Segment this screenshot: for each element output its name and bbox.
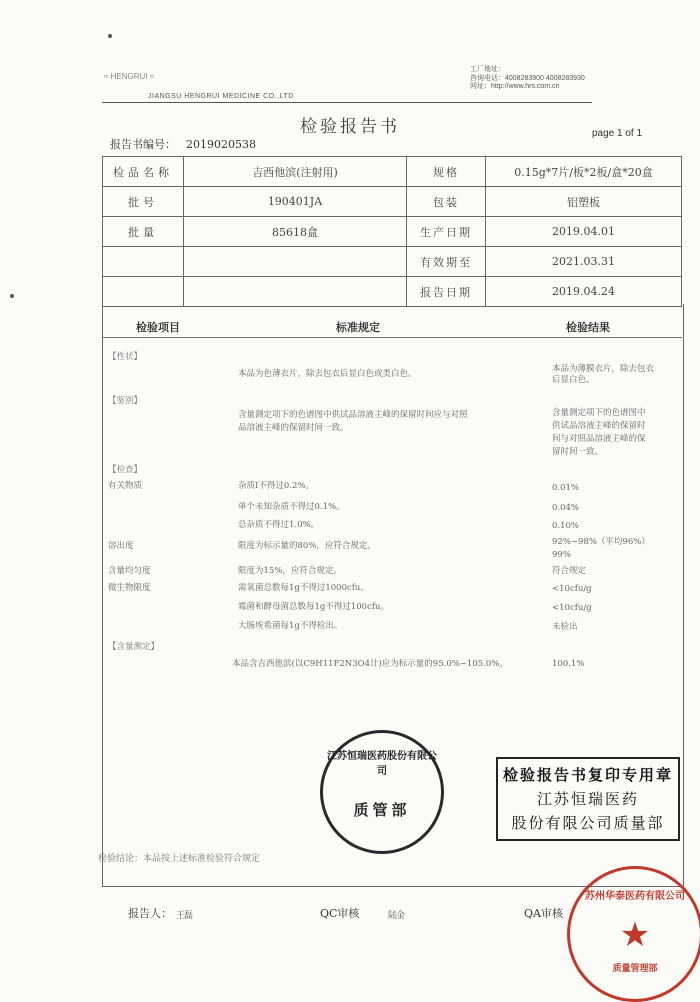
blank-value <box>184 247 407 277</box>
dissolution-label: 溶出度 <box>108 541 134 551</box>
blank-value <box>184 277 407 307</box>
table-row <box>103 187 682 217</box>
qa-label: QA审核 <box>524 907 563 920</box>
uniformity-result: 符合规定 <box>552 566 587 576</box>
ident-result-1: 含量测定项下的色谱图中 <box>552 408 646 418</box>
col-header-item: 检验项目 <box>136 321 180 334</box>
website: http://www.hrs.com.cn <box>491 83 560 90</box>
batch-label: 批号 <box>103 187 184 217</box>
quantity-value: 85618盒 <box>184 217 407 247</box>
star-icon: ★ <box>619 915 651 955</box>
microbial-standard-1: 需氧菌总数每1g不得过1000cfu。 <box>238 583 369 593</box>
phone-label: 咨询电话： <box>470 74 505 82</box>
report-title: 检验报告书 <box>300 117 400 137</box>
reporter-signature: 王磊 <box>176 911 193 921</box>
page-indicator: page 1 of 1 <box>592 128 643 139</box>
batch-value: 190401JA <box>184 187 407 217</box>
related-standard-3: 总杂质不得过1.0%。 <box>238 520 320 530</box>
dissolution-standard: 限度为标示量的80%，应符合规定。 <box>238 541 376 551</box>
microbial-result-2: <10cfu/g <box>552 603 592 613</box>
uniformity-label: 含量均匀度 <box>108 566 151 576</box>
report-number <box>110 136 256 152</box>
related-substances-label: 有关物质 <box>108 481 143 491</box>
report-number-label: 报告书编号： <box>110 138 176 151</box>
assay-standard: 本品含吉西他滨(以C9H11F2N3O4计)应为标示量的95.0%~105.0%。 <box>232 659 508 669</box>
blank-label <box>103 277 184 307</box>
related-result-3: 0.10% <box>552 521 580 531</box>
table-row <box>103 157 682 187</box>
report-date-label: 报告日期 <box>407 277 486 307</box>
red-seal-dept-text: 质量管理部 <box>612 964 658 974</box>
microbial-label: 微生物限度 <box>108 583 151 593</box>
red-company-seal <box>567 866 700 1002</box>
section-check: 【检查】 <box>108 465 143 475</box>
ident-result-2: 供试品溶液主峰的保留时 <box>552 421 646 431</box>
package-value: 铝塑板 <box>486 187 682 217</box>
uniformity-standard: 限度为15%，应符合规定。 <box>238 566 342 576</box>
blank-label <box>103 247 184 277</box>
related-result-1: 0.01% <box>552 483 580 493</box>
spec-value: 0.15g*7片/板*2板/盒*20盒 <box>486 157 682 187</box>
expiry-label: 有效期至 <box>407 247 486 277</box>
phone-values: 4008283900 4008283930 <box>505 74 585 82</box>
copy-only-stamp <box>496 757 680 841</box>
appearance-result: 本品为薄膜衣片，除去包衣后显白色。 <box>552 364 655 385</box>
section-assay: 【含量测定】 <box>108 642 160 652</box>
ident-standard-1: 含量测定项下的色谱图中供试品溶液主峰的保留时间应与对照 <box>238 410 468 420</box>
copy-stamp-line-3: 股份有限公司质量部 <box>511 814 665 832</box>
col-header-standard: 标准规定 <box>336 321 380 334</box>
expiry-value: 2021.03.31 <box>486 247 682 277</box>
report-number-value: 2019020538 <box>186 138 256 151</box>
company-name-en: JIANGSU HENGRUI MEDICINE CO.,LTD <box>148 93 294 100</box>
col-header-result: 检验结果 <box>566 321 610 334</box>
address-label: 工厂地址： <box>470 66 505 73</box>
appearance-standard: 本品为色薄衣片，除去包衣后显白色或类白色。 <box>238 369 417 379</box>
assay-result: 100.1% <box>552 659 585 669</box>
table-row <box>103 247 682 277</box>
qc-signature: 陆金 <box>388 911 405 921</box>
product-name-label: 检品名称 <box>103 157 184 187</box>
punch-mark <box>10 294 14 298</box>
related-standard-2: 单个未知杂质不得过0.1%。 <box>238 502 345 512</box>
package-label: 包装 <box>407 187 486 217</box>
mfg-date-label: 生产日期 <box>407 217 486 247</box>
seal-arc-text: 江苏恒瑞医药股份有限公司 <box>327 751 437 777</box>
product-name-value: 吉西他滨(注射用) <box>184 157 407 187</box>
section-appearance: 【性状】 <box>108 352 143 362</box>
microbial-result-1: <10cfu/g <box>552 584 592 594</box>
dissolution-result-2: 99% <box>552 550 571 560</box>
quality-dept-seal <box>320 730 444 854</box>
mfg-date-value: 2019.04.01 <box>486 217 682 247</box>
quantity-label: 批量 <box>103 217 184 247</box>
table-row <box>103 277 682 307</box>
ident-result-3: 间与对照品溶液主峰的保 <box>552 434 646 444</box>
copy-stamp-line-1: 检验报告书复印专用章 <box>502 766 673 784</box>
product-info-table <box>102 156 682 307</box>
header-divider <box>102 102 592 103</box>
microbial-result-3: 未检出 <box>552 622 578 632</box>
punch-mark <box>108 34 112 38</box>
results-header-rule <box>102 337 682 338</box>
copy-stamp-line-2: 江苏恒瑞医药 <box>536 790 639 808</box>
website-label: 网址： <box>470 83 491 90</box>
reporter-label: 报告人： <box>128 907 172 920</box>
red-seal-arc-text: 苏州华泰医药有限公司 <box>585 891 685 902</box>
report-date-value: 2019.04.24 <box>486 277 682 307</box>
related-standard-1: 杂质I不得过0.2%。 <box>238 481 314 491</box>
qc-label: QC审核 <box>320 907 360 920</box>
microbial-standard-3: 大肠埃希菌每1g不得检出。 <box>238 621 343 631</box>
seal-dept-text: 质管部 <box>353 801 411 819</box>
related-result-2: 0.04% <box>552 503 580 513</box>
ident-result-4: 留时间一致。 <box>552 447 604 457</box>
ident-standard-2: 品溶液主峰的保留时间一致。 <box>238 423 349 433</box>
contact-block <box>470 66 585 92</box>
microbial-standard-2: 霉菌和酵母菌总数每1g不得过100cfu。 <box>238 602 389 612</box>
section-identification: 【鉴别】 <box>108 396 143 406</box>
conclusion: 检验结论：本品按上述标准检验符合规定 <box>98 854 261 864</box>
table-row <box>103 217 682 247</box>
company-logo: ≈ HENGRUI ≈ <box>104 72 155 81</box>
dissolution-result-1: 92%~98%（平均96%） <box>552 537 650 547</box>
spec-label: 规格 <box>407 157 486 187</box>
